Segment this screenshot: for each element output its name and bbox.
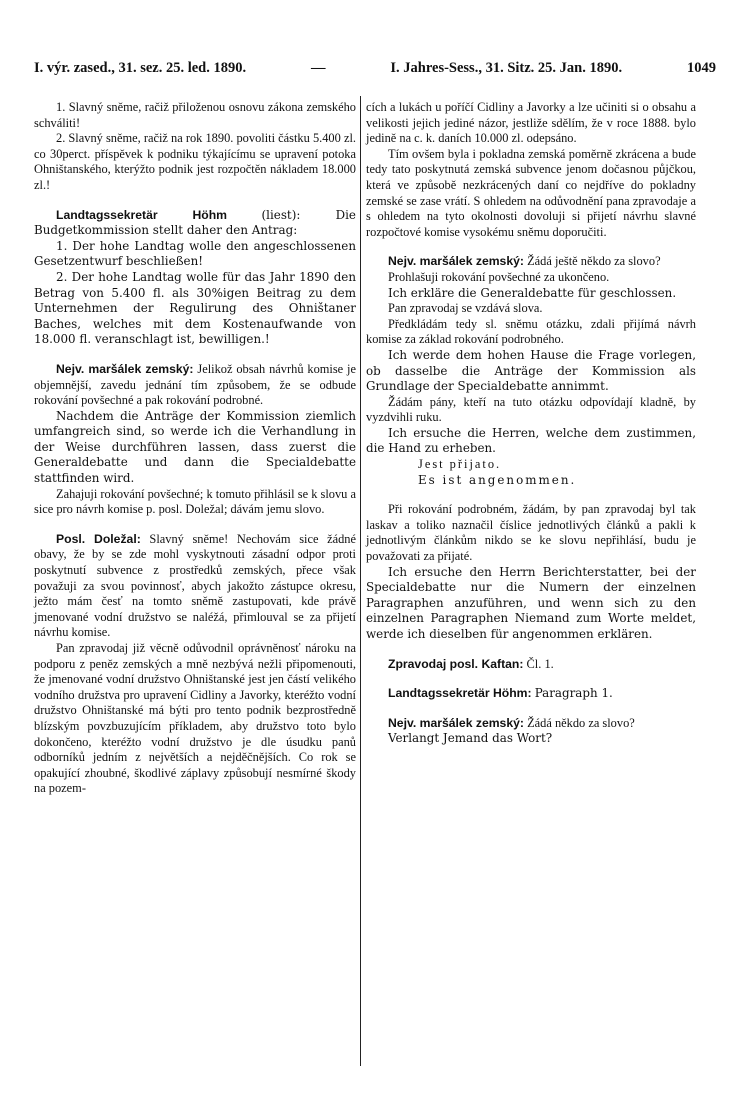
paragraph — [34, 487, 356, 518]
paragraph-text: Nachdem die Anträge der Kommission ziemlich umfangreich sind, so werde ich die Verhandlung in der Weise durchführen lassen, dass zuerst die Generaldebatte und dann die Specialdebatte stattfinden wird. — [34, 408, 356, 486]
paragraph-text: Ich werde dem hohen Hause die Frage vorlegen, ob dasselbe die Anträge der Kommission als Grundlage der Specialdebatte annimmt. — [366, 347, 696, 394]
paragraph-text: cích a lukách u poříčí Cidliny a Javorky a lze učiniti si o obsahu a velikosti jejich jediné názor, jestliže sdělím, že v roce 1888. bylo jedině na c. k. daních 10.000 zl. odepsáno. — [366, 100, 696, 146]
paragraph-text: (liest): Die Budgetkommission stellt daher den Antrag: — [34, 207, 356, 238]
paragraph-text: Předkládám tedy sl. sněmu otázku, zdali přijímá návrh komise za základ rokování podrobného. — [366, 316, 696, 347]
paragraph — [366, 565, 696, 643]
paragraph-text: 1. Slavný sněme, račiž přiloženou osnovu zákona zemského schváliti! — [34, 100, 356, 130]
paragraph — [34, 208, 356, 239]
page-number: 1049 — [687, 60, 716, 76]
paragraph-text: Ich ersuche die Herren, welche dem zustimmen, die Hand zu erheben. — [366, 425, 696, 456]
paragraph — [34, 239, 356, 270]
paragraph — [366, 147, 696, 241]
page-header — [34, 60, 716, 77]
paragraph-text: Slavný sněme! Nechovám sice žádné obavy, že by se zde mohl vyskytnouti zásadní odpor proti poskytnutí subvence z prostředků zemských, přece však považuji za svou povinnosť, abych jakožto zástupce okresu, ježto mám česť na tomto sněmě zastupovati, kde právě jmenované vodní družstvo se naléžá, přimlouval se za přijetí návrhu komise. — [34, 531, 356, 640]
paragraph — [366, 426, 696, 457]
paragraph-text: Ich erkläre die Generaldebatte für geschlossen. — [388, 285, 677, 300]
speaker-name: Landtagssekretär Höhm — [56, 207, 227, 222]
paragraph — [34, 532, 356, 641]
paragraph — [34, 409, 356, 487]
speaker-name: Nejv. maršálek zemský: — [56, 361, 194, 376]
paragraph — [366, 473, 696, 489]
paragraph-text: 2. Slavný sněme, račiž na rok 1890. povoliti částku 5.400 zl. co 30perct. příspěvek k podniku týkajícímu se upravení potoka Ohništanského, kterýžto podnik jest rozpočtěn nákladem 18.000 zl.! — [34, 131, 356, 192]
paragraph — [366, 254, 696, 270]
paragraph-text: Žádá někdo za slovo? — [527, 715, 635, 730]
speaker-name: Posl. Doležal: — [56, 531, 141, 546]
paragraph-text: Tím ovšem byla i pokladna zemská poměrně zkrácena a bude tedy tato poskytnutá zemská subvence jenom dočasnou půjčkou, která ve způsobě nezkrácených daní co nejdříve do pokladny zemské se zase vrátí. S ohledem na odůvodnění pana zpravodaje a s ohledem na tyto okolnosti dovoluji si přijetí návrhu slavné rozpočtové komise vysokému sněmu doporučiti. — [366, 146, 696, 239]
paragraph-text: Pan zpravodaj již věcně odůvodnil oprávněnosť nároku na podporu z peněz zemských a mně nezbývá nežli připomenouti, že jmenované vodní družstvo Ohništanské jest jen částí velikého vodního družstva pro upravení Cidliny a Javorky, kteréžto vodní družstvo Ohništanské má býti pro tento podnik bezprostředně blízským povzbuzujícím příkladem, aby družstvo toto bylo dokončeno, kteréžto vodní družstvo je dle úsudku panů odborníků jedním z největších a nejděčnějších. Co rok se opakující zhoubné, škodlivé záplavy způsobují nesmírné škody na pozem- — [34, 641, 356, 796]
paragraph-text: Es ist angenommen. — [418, 472, 577, 487]
speaker-name: Nejv. maršálek zemský: — [388, 715, 524, 730]
paragraph — [366, 716, 696, 732]
speaker-name: Landtagssekretär Höhm: — [388, 686, 532, 701]
right-column — [366, 100, 696, 747]
paragraph — [366, 686, 696, 702]
paragraph — [366, 301, 696, 317]
paragraph — [34, 641, 356, 797]
paragraph-text: Jest přijato. — [418, 457, 502, 472]
paragraph — [366, 317, 696, 348]
paragraph — [366, 502, 696, 564]
left-column — [34, 100, 356, 797]
paragraph-text: Žádá ještě někdo za slovo? — [527, 254, 661, 269]
paragraph — [366, 657, 696, 673]
paragraph-text: Žádám pány, kteří na tuto otázku odpovídají kladně, by vyzdvihli ruku. — [366, 394, 696, 425]
paragraph-text: Prohlašuji rokování povšechné za ukončeno. — [388, 269, 610, 284]
paragraph-text: Jelikož obsah návrhů komise je objemnější, zavedu jednání tím způsobem, že se odbude rokování povšechné a pak rokování podrobné. — [34, 361, 356, 408]
paragraph-text: Zahajuji rokování povšechné; k tomuto přihlásil se k slovu a sice pro návrh komise p. posl. Doležal; dávám jemu slovo. — [34, 486, 356, 517]
paragraph — [366, 100, 696, 147]
paragraph — [366, 286, 696, 302]
paragraph — [366, 731, 696, 747]
column-divider — [360, 96, 361, 1066]
speaker-name: Zpravodaj posl. Kaftan: — [388, 656, 524, 671]
header-dash: — — [311, 60, 326, 76]
paragraph — [34, 270, 356, 348]
header-czech: I. výr. zased., 31. sez. 25. led. 1890. — [34, 60, 247, 76]
paragraph-text: Pan zpravodaj se vzdává slova. — [388, 301, 543, 316]
paragraph-text: 2. Der hohe Landtag wolle für das Jahr 1890 den Betrag von 5.400 fl. als 30%igen Beitrag zu dem Unternehmen der Regulirung des Ohništaner Baches, welches mit dem Kostenaufwande von 18.000 fl. veranschlagt ist, bewilligen.! — [34, 269, 356, 347]
paragraph-text: 1. Der hohe Landtag wolle den angeschlossenen Gesetzentwurf beschließen! — [34, 238, 356, 269]
paragraph-text: Verlangt Jemand das Wort? — [388, 731, 553, 746]
paragraph-text: Při rokování podrobném, žádám, by pan zpravodaj byl tak laskav a toliko naznačil číslice jednotlivých článků a pakli k jednotlivým článkům nikdo se ke slovu nepřihlásí, budu je považovati za přijaté. — [366, 502, 696, 564]
paragraph-text: Čl. 1. — [526, 656, 554, 671]
paragraph — [34, 131, 356, 193]
paragraph — [366, 348, 696, 395]
paragraph — [366, 457, 696, 473]
paragraph-text: Ich ersuche den Herrn Berichterstatter, bei der Specialdebatte nur die Numern der einzelnen Paragraphen anzuführen, und wenn sich zu den einzelnen Paragraphen Niemand zum Worte meldet, werde ich dieselben für angenommen erklären. — [366, 564, 696, 641]
paragraph — [366, 270, 696, 286]
paragraph-text: Paragraph 1. — [534, 686, 613, 701]
paragraph — [34, 100, 356, 131]
header-german: I. Jahres-Sess., 31. Sitz. 25. Jan. 1890. — [390, 60, 623, 76]
speaker-name: Nejv. maršálek zemský: — [388, 254, 524, 269]
paragraph — [34, 362, 356, 409]
paragraph — [366, 395, 696, 426]
